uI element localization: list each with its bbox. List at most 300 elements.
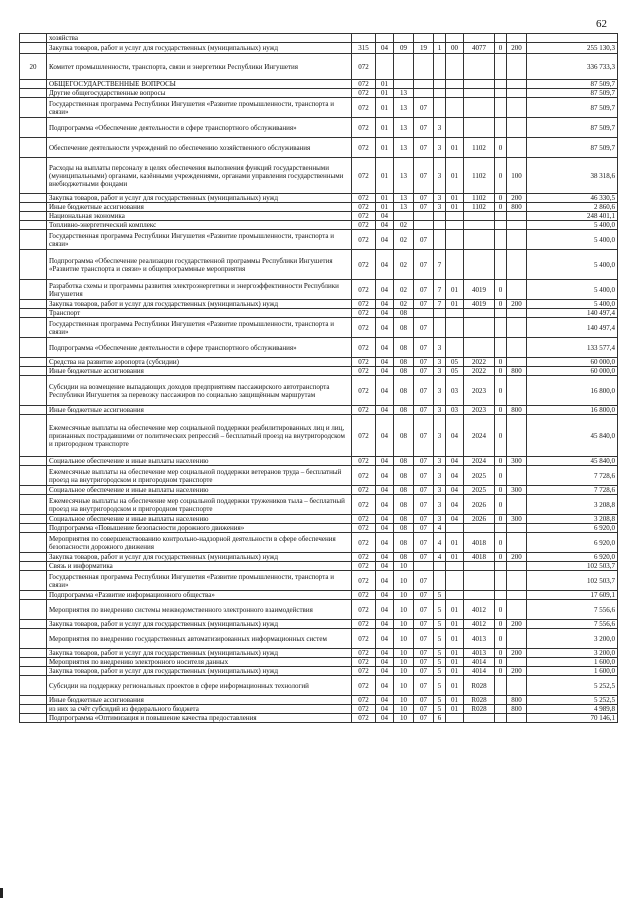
row-number xyxy=(20,705,47,714)
code-cell: 072 xyxy=(352,457,376,466)
code-cell xyxy=(434,54,446,80)
row-number xyxy=(20,194,47,203)
code-cell: 0 xyxy=(495,495,507,515)
table-row xyxy=(20,54,618,80)
code-cell: 3 xyxy=(434,495,446,515)
row-sum: 45 840,0 xyxy=(527,457,618,466)
code-cell: 08 xyxy=(394,376,414,406)
code-cell xyxy=(446,250,464,280)
code-cell xyxy=(434,318,446,338)
table-row xyxy=(20,221,618,230)
row-number xyxy=(20,676,47,696)
code-cell: 072 xyxy=(352,466,376,486)
code-cell: 072 xyxy=(352,667,376,676)
code-cell: 04 xyxy=(376,367,394,376)
code-cell: 072 xyxy=(352,406,376,415)
code-cell: 04 xyxy=(376,309,394,318)
code-cell: 072 xyxy=(352,138,376,158)
code-cell xyxy=(507,230,527,250)
code-cell: 13 xyxy=(394,194,414,203)
code-cell xyxy=(495,696,507,705)
row-number xyxy=(20,212,47,221)
code-cell: 04 xyxy=(376,696,394,705)
code-cell: 5 xyxy=(434,649,446,658)
code-cell xyxy=(507,80,527,89)
code-cell xyxy=(464,309,495,318)
code-cell: 200 xyxy=(507,620,527,629)
code-cell: 04 xyxy=(376,376,394,406)
code-cell: 300 xyxy=(507,457,527,466)
code-cell: 01 xyxy=(446,620,464,629)
code-cell xyxy=(495,676,507,696)
table-row xyxy=(20,358,618,367)
code-cell: 01 xyxy=(376,89,394,98)
code-cell: 07 xyxy=(414,358,434,367)
code-cell: 072 xyxy=(352,620,376,629)
row-name: ОБЩЕГОСУДАРСТВЕННЫЕ ВОПРОСЫ xyxy=(47,80,352,89)
table-row xyxy=(20,591,618,600)
code-cell: 072 xyxy=(352,649,376,658)
code-cell: 07 xyxy=(414,230,434,250)
row-name: Подпрограмма «Обеспечение деятельности в сфере транспортного обслуживания» xyxy=(47,118,352,138)
code-cell: 10 xyxy=(394,667,414,676)
code-cell: 04 xyxy=(446,495,464,515)
code-cell: 07 xyxy=(414,714,434,723)
code-cell: 04 xyxy=(376,649,394,658)
code-cell xyxy=(446,571,464,591)
code-cell: 04 xyxy=(376,676,394,696)
code-cell: 07 xyxy=(414,486,434,495)
code-cell xyxy=(495,714,507,723)
row-name: Закупка товаров, работ и услуг для государственных (муниципальных) нужд xyxy=(47,43,352,54)
code-cell: 0 xyxy=(495,667,507,676)
row-name: Государственная программа Республики Ингушетия «Развитие промышленности, транспорта и связи» xyxy=(47,571,352,591)
table-row xyxy=(20,212,618,221)
code-cell xyxy=(507,34,527,43)
row-number xyxy=(20,649,47,658)
code-cell: 07 xyxy=(414,300,434,309)
code-cell: 1102 xyxy=(464,158,495,194)
row-number xyxy=(20,138,47,158)
table-row xyxy=(20,338,618,358)
code-cell: 07 xyxy=(414,600,434,620)
row-sum: 5 252,5 xyxy=(527,676,618,696)
code-cell: 07 xyxy=(414,338,434,358)
table-row xyxy=(20,98,618,118)
row-number xyxy=(20,667,47,676)
row-name: Подпрограмма «Повышение безопасности дорожного движения» xyxy=(47,524,352,533)
row-number xyxy=(20,358,47,367)
row-name: Закупка товаров, работ и услуг для государственных (муниципальных) нужд xyxy=(47,300,352,309)
row-sum: 46 330,5 xyxy=(527,194,618,203)
row-number xyxy=(20,203,47,212)
row-sum: 5 252,5 xyxy=(527,696,618,705)
code-cell xyxy=(464,591,495,600)
row-sum: 6 920,0 xyxy=(527,524,618,533)
code-cell: 072 xyxy=(352,533,376,553)
table-row xyxy=(20,705,618,714)
row-number xyxy=(20,338,47,358)
code-cell xyxy=(495,705,507,714)
code-cell: 072 xyxy=(352,515,376,524)
code-cell xyxy=(434,98,446,118)
code-cell: 0 xyxy=(495,457,507,466)
row-name: Топливно-энергетический комплекс xyxy=(47,221,352,230)
code-cell: 04 xyxy=(376,705,394,714)
row-name: Связь и информатика xyxy=(47,562,352,571)
code-cell: 072 xyxy=(352,714,376,723)
code-cell: 0 xyxy=(495,515,507,524)
code-cell: 0 xyxy=(495,620,507,629)
code-cell: 1102 xyxy=(464,138,495,158)
code-cell: 07 xyxy=(414,158,434,194)
code-cell: 07 xyxy=(414,524,434,533)
code-cell xyxy=(464,221,495,230)
code-cell: 5 xyxy=(434,591,446,600)
code-cell xyxy=(507,376,527,406)
table-row xyxy=(20,486,618,495)
code-cell: 04 xyxy=(376,486,394,495)
code-cell: 01 xyxy=(376,98,394,118)
code-cell: 03 xyxy=(446,406,464,415)
table-row xyxy=(20,43,618,54)
code-cell: 07 xyxy=(414,676,434,696)
code-cell xyxy=(446,54,464,80)
code-cell: 072 xyxy=(352,571,376,591)
table-row xyxy=(20,367,618,376)
code-cell xyxy=(507,221,527,230)
code-cell: 05 xyxy=(446,367,464,376)
code-cell: 072 xyxy=(352,89,376,98)
row-sum: 87 509,7 xyxy=(527,80,618,89)
code-cell: 0 xyxy=(495,203,507,212)
code-cell: 08 xyxy=(394,309,414,318)
code-cell xyxy=(507,714,527,723)
code-cell xyxy=(464,230,495,250)
code-cell: 01 xyxy=(446,280,464,300)
code-cell: 10 xyxy=(394,705,414,714)
code-cell: 04 xyxy=(376,415,394,457)
row-number xyxy=(20,118,47,138)
code-cell xyxy=(464,571,495,591)
code-cell: 3 xyxy=(434,486,446,495)
code-cell: 3 xyxy=(434,466,446,486)
code-cell: 07 xyxy=(414,466,434,486)
code-cell: 4019 xyxy=(464,280,495,300)
row-number xyxy=(20,553,47,562)
code-cell xyxy=(414,54,434,80)
code-cell: 07 xyxy=(414,406,434,415)
row-sum: 5 400,0 xyxy=(527,300,618,309)
row-name: Разработка схемы и программы развития электроэнергетики и энергоэффективности Республики Ингушетия xyxy=(47,280,352,300)
table-row xyxy=(20,667,618,676)
code-cell: 01 xyxy=(446,696,464,705)
code-cell: 01 xyxy=(446,667,464,676)
code-cell: 072 xyxy=(352,705,376,714)
table-row xyxy=(20,457,618,466)
row-name: Государственная программа Республики Ингушетия «Развитие промышленности, транспорта и связи» xyxy=(47,318,352,338)
code-cell: 0 xyxy=(495,533,507,553)
code-cell: 072 xyxy=(352,486,376,495)
row-name: Подпрограмма «Обеспечение деятельности в сфере транспортного обслуживания» xyxy=(47,338,352,358)
code-cell xyxy=(464,89,495,98)
code-cell: 04 xyxy=(446,457,464,466)
code-cell: R028 xyxy=(464,705,495,714)
code-cell: 4018 xyxy=(464,533,495,553)
row-sum: 7 728,6 xyxy=(527,466,618,486)
code-cell: 01 xyxy=(446,203,464,212)
row-sum: 45 840,0 xyxy=(527,415,618,457)
row-sum: 60 000,0 xyxy=(527,358,618,367)
row-number xyxy=(20,309,47,318)
row-number xyxy=(20,318,47,338)
row-number xyxy=(20,562,47,571)
row-number xyxy=(20,280,47,300)
code-cell xyxy=(446,89,464,98)
code-cell: 072 xyxy=(352,553,376,562)
row-number xyxy=(20,406,47,415)
table-row xyxy=(20,158,618,194)
code-cell: 04 xyxy=(376,250,394,280)
code-cell: 04 xyxy=(376,667,394,676)
code-cell: 072 xyxy=(352,696,376,705)
code-cell: 10 xyxy=(394,600,414,620)
code-cell: 04 xyxy=(376,533,394,553)
code-cell: 04 xyxy=(376,358,394,367)
code-cell: 1102 xyxy=(464,203,495,212)
code-cell: 04 xyxy=(376,280,394,300)
code-cell xyxy=(446,34,464,43)
code-cell xyxy=(434,230,446,250)
code-cell: 01 xyxy=(376,203,394,212)
code-cell: 01 xyxy=(446,705,464,714)
row-sum: 70 146,1 xyxy=(527,714,618,723)
code-cell xyxy=(446,338,464,358)
table-row xyxy=(20,89,618,98)
code-cell: 072 xyxy=(352,203,376,212)
row-name: Иные бюджетные ассигнования xyxy=(47,406,352,415)
code-cell: 07 xyxy=(414,591,434,600)
code-cell: 13 xyxy=(394,203,414,212)
code-cell: 04 xyxy=(376,620,394,629)
code-cell: 07 xyxy=(414,705,434,714)
code-cell xyxy=(464,212,495,221)
table-row xyxy=(20,533,618,553)
row-number xyxy=(20,80,47,89)
row-sum: 133 577,4 xyxy=(527,338,618,358)
code-cell: 08 xyxy=(394,457,414,466)
row-sum: 7 556,6 xyxy=(527,620,618,629)
code-cell: 0 xyxy=(495,629,507,649)
row-name: Иные бюджетные ассигнования xyxy=(47,367,352,376)
code-cell: 08 xyxy=(394,415,414,457)
row-sum: 5 400,0 xyxy=(527,250,618,280)
code-cell xyxy=(434,309,446,318)
table-row xyxy=(20,118,618,138)
code-cell xyxy=(495,98,507,118)
code-cell: 4012 xyxy=(464,600,495,620)
code-cell: 072 xyxy=(352,80,376,89)
code-cell xyxy=(507,533,527,553)
code-cell: 07 xyxy=(414,620,434,629)
code-cell: 07 xyxy=(414,138,434,158)
code-cell xyxy=(464,98,495,118)
row-sum: 140 497,4 xyxy=(527,318,618,338)
code-cell: 01 xyxy=(376,80,394,89)
code-cell xyxy=(507,591,527,600)
code-cell xyxy=(507,466,527,486)
row-number xyxy=(20,89,47,98)
code-cell: 01 xyxy=(376,138,394,158)
code-cell: 05 xyxy=(446,358,464,367)
code-cell xyxy=(446,318,464,338)
code-cell: 02 xyxy=(394,300,414,309)
code-cell: 04 xyxy=(376,495,394,515)
code-cell xyxy=(507,98,527,118)
code-cell: 08 xyxy=(394,486,414,495)
code-cell: 04 xyxy=(376,600,394,620)
code-cell xyxy=(495,562,507,571)
code-cell: 08 xyxy=(394,367,414,376)
row-sum: 6 920,0 xyxy=(527,553,618,562)
code-cell: 4 xyxy=(434,524,446,533)
code-cell xyxy=(446,524,464,533)
row-number xyxy=(20,221,47,230)
code-cell: 08 xyxy=(394,495,414,515)
row-number xyxy=(20,658,47,667)
row-name: Закупка товаров, работ и услуг для государственных (муниципальных) нужд xyxy=(47,620,352,629)
row-number xyxy=(20,300,47,309)
table-row xyxy=(20,230,618,250)
code-cell: 2026 xyxy=(464,515,495,524)
code-cell: 04 xyxy=(376,714,394,723)
code-cell: 1102 xyxy=(464,194,495,203)
code-cell: 2022 xyxy=(464,367,495,376)
row-sum: 1 600,0 xyxy=(527,658,618,667)
row-sum: 336 733,3 xyxy=(527,54,618,80)
row-sum: 60 000,0 xyxy=(527,367,618,376)
code-cell xyxy=(507,600,527,620)
code-cell: 07 xyxy=(414,280,434,300)
code-cell: 04 xyxy=(446,515,464,524)
code-cell: 1 xyxy=(434,43,446,54)
code-cell: 0 xyxy=(495,649,507,658)
code-cell: 6 xyxy=(434,714,446,723)
code-cell: 02 xyxy=(394,250,414,280)
code-cell: 10 xyxy=(394,649,414,658)
code-cell: 09 xyxy=(394,43,414,54)
code-cell xyxy=(434,89,446,98)
row-name: Национальная экономика xyxy=(47,212,352,221)
code-cell: 4014 xyxy=(464,667,495,676)
code-cell: 07 xyxy=(414,318,434,338)
row-name: Подпрограмма «Развитие информационного общества» xyxy=(47,591,352,600)
code-cell: 2024 xyxy=(464,415,495,457)
code-cell: 04 xyxy=(376,629,394,649)
code-cell: 2025 xyxy=(464,486,495,495)
code-cell: 01 xyxy=(446,533,464,553)
row-sum: 16 800,0 xyxy=(527,406,618,415)
code-cell: 5 xyxy=(434,620,446,629)
code-cell: 0 xyxy=(495,280,507,300)
code-cell: 19 xyxy=(414,43,434,54)
row-name: Закупка товаров, работ и услуг для государственных (муниципальных) нужд xyxy=(47,194,352,203)
row-sum: 4 989,8 xyxy=(527,705,618,714)
code-cell xyxy=(464,338,495,358)
code-cell xyxy=(507,658,527,667)
code-cell xyxy=(414,34,434,43)
code-cell: 200 xyxy=(507,649,527,658)
code-cell xyxy=(434,212,446,221)
code-cell: 800 xyxy=(507,367,527,376)
code-cell xyxy=(464,118,495,138)
code-cell: 5 xyxy=(434,676,446,696)
code-cell: 01 xyxy=(376,118,394,138)
code-cell xyxy=(507,358,527,367)
row-name: Социальное обеспечение и иные выплаты населению xyxy=(47,457,352,466)
row-sum: 3 208,8 xyxy=(527,515,618,524)
row-name: Ежемесячные выплаты на обеспечение мер социальной поддержки ветеранов труда – бесплатный проезд на внутригородском и пригородном транспорте xyxy=(47,466,352,486)
code-cell: 04 xyxy=(376,406,394,415)
code-cell: 04 xyxy=(376,338,394,358)
code-cell: 10 xyxy=(394,676,414,696)
code-cell: 072 xyxy=(352,230,376,250)
code-cell: 07 xyxy=(414,629,434,649)
row-sum: 102 503,7 xyxy=(527,562,618,571)
row-sum: 5 400,0 xyxy=(527,230,618,250)
code-cell: 04 xyxy=(446,466,464,486)
row-number xyxy=(20,524,47,533)
code-cell: 4014 xyxy=(464,658,495,667)
code-cell xyxy=(495,250,507,280)
code-cell xyxy=(507,562,527,571)
code-cell xyxy=(507,118,527,138)
code-cell: 7 xyxy=(434,250,446,280)
code-cell xyxy=(414,309,434,318)
code-cell: 200 xyxy=(507,43,527,54)
code-cell: 072 xyxy=(352,367,376,376)
row-number xyxy=(20,533,47,553)
code-cell xyxy=(495,230,507,250)
code-cell: 4 xyxy=(434,533,446,553)
code-cell xyxy=(434,34,446,43)
code-cell xyxy=(434,571,446,591)
row-number xyxy=(20,415,47,457)
code-cell: 0 xyxy=(495,367,507,376)
code-cell: 3 xyxy=(434,158,446,194)
row-number xyxy=(20,495,47,515)
table-row xyxy=(20,600,618,620)
row-sum: 87 509,7 xyxy=(527,89,618,98)
code-cell: 072 xyxy=(352,280,376,300)
table-row xyxy=(20,250,618,280)
code-cell: 072 xyxy=(352,318,376,338)
row-name: Закупка товаров, работ и услуг для государственных (муниципальных) нужд xyxy=(47,667,352,676)
code-cell xyxy=(507,89,527,98)
table-row xyxy=(20,203,618,212)
code-cell: 10 xyxy=(394,629,414,649)
code-cell: 3 xyxy=(434,118,446,138)
code-cell: 04 xyxy=(376,212,394,221)
code-cell: 3 xyxy=(434,203,446,212)
code-cell: 07 xyxy=(414,533,434,553)
row-number xyxy=(20,34,47,43)
table-row xyxy=(20,300,618,309)
row-sum: 5 400,0 xyxy=(527,221,618,230)
code-cell: 04 xyxy=(376,562,394,571)
code-cell: 07 xyxy=(414,495,434,515)
code-cell: 2022 xyxy=(464,358,495,367)
